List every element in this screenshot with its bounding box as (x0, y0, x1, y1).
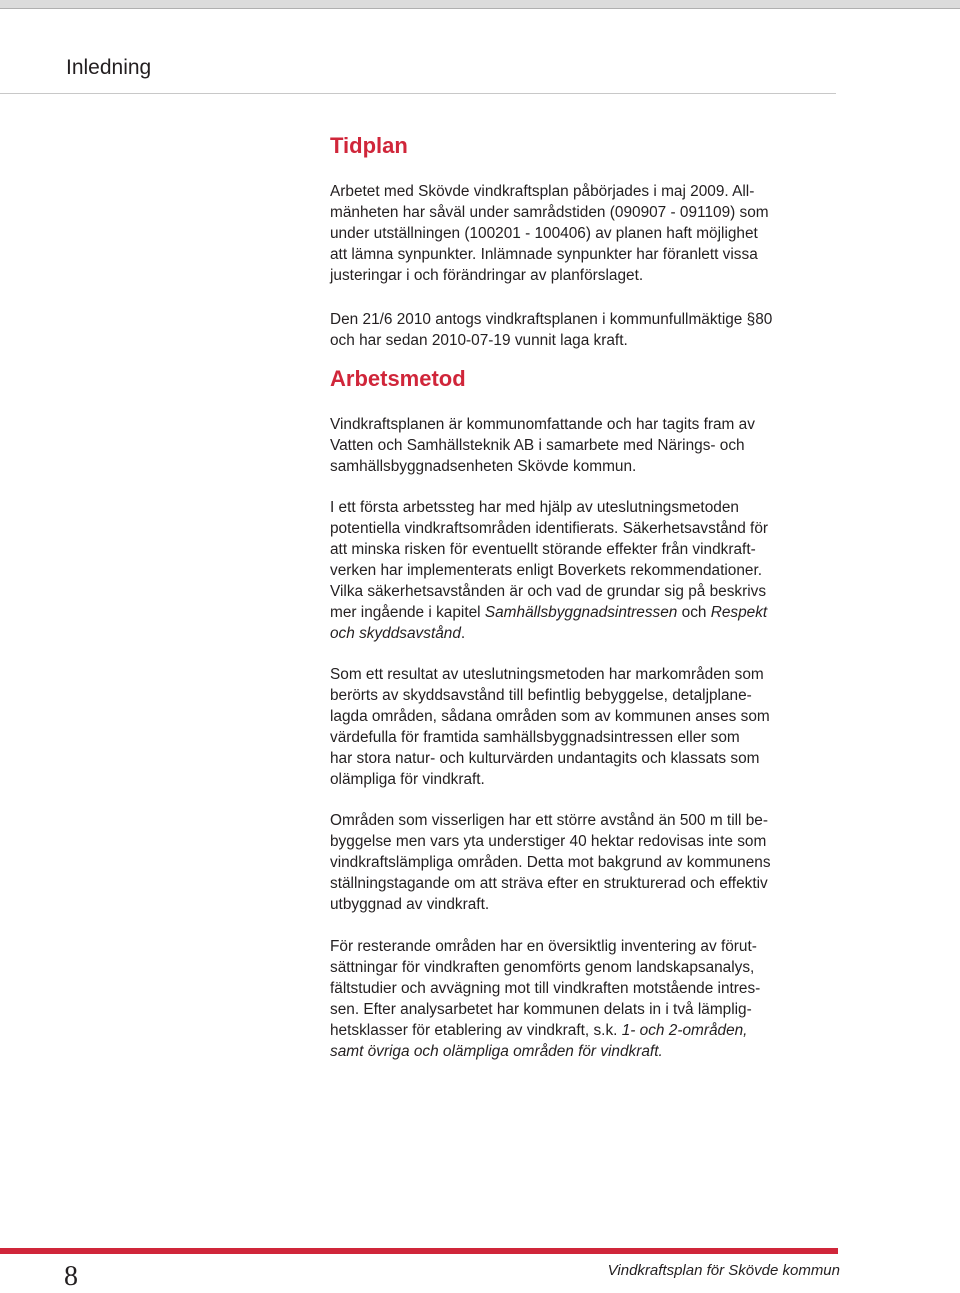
text-line (330, 602, 850, 623)
text-run: hetsklasser för etablering av vindkraft, s.k. (330, 1022, 622, 1039)
footer-accent-bar (0, 1248, 838, 1254)
text-line: Vilka säkerhetsavstånden är och vad de grundar sig på beskrivs (330, 583, 767, 600)
text-run: mer ingående i kapitel (330, 604, 485, 621)
text-line: har stora natur- och kulturvärden undantagits och klassats som (330, 750, 760, 767)
footer-document-title: Vindkraftsplan för Skövde kommun (607, 1262, 840, 1279)
text-line: att minska risken för eventuellt störande effekter från vindkraft- (330, 541, 756, 558)
paragraph-arbetsmetod-2 (330, 497, 850, 644)
chapter-reference: Samhällsbyggnadsintressen (484, 604, 678, 621)
text-run: . (460, 625, 466, 642)
text-line (330, 1020, 850, 1041)
page-number: 8 (64, 1261, 78, 1292)
paragraph-arbetsmetod-5 (330, 936, 850, 1062)
text-line: utbyggnad av vindkraft. (330, 896, 490, 913)
heading-arbetsmetod: Arbetsmetod (330, 366, 466, 391)
area-class-reference: 1- och 2-områden, (621, 1022, 748, 1039)
top-rule-line (0, 8, 960, 9)
paragraph-tidplan-2 (330, 309, 850, 351)
text-line: För resterande områden har en översiktlig inventering av förut- (330, 938, 757, 955)
text-line: verken har implementerats enligt Boverkets rekommendationer. (330, 562, 762, 579)
paragraph-tidplan-1 (330, 181, 850, 286)
text-line: mänheten har såväl under samrådstiden (090907 - 091109) som (330, 204, 769, 221)
text-line: Områden som visserligen har ett större avstånd än 500 m till be- (330, 812, 768, 829)
text-line: Den 21/6 2010 antogs vindkraftsplanen i kommunfullmäktige §80 (330, 311, 773, 328)
text-line: olämpliga för vindkraft. (330, 771, 485, 788)
text-line (330, 1041, 850, 1062)
text-line: Arbetet med Skövde vindkraftsplan påbörjades i maj 2009. All- (330, 183, 755, 200)
text-line: justeringar i och förändringar av planförslaget. (330, 267, 644, 284)
text-line: Som ett resultat av uteslutningsmetoden har markområden som (330, 666, 764, 683)
text-line: potentiella vindkraftsområden identifierats. Säkerhetsavstånd för (330, 520, 769, 537)
paragraph-arbetsmetod-1 (330, 414, 850, 477)
text-run: och (677, 604, 711, 621)
text-line: Vatten och Samhällsteknik AB i samarbete med Närings- och (330, 437, 745, 454)
area-class-reference: samt övriga och olämpliga områden för vindkraft. (330, 1043, 663, 1060)
section-header: Inledning (66, 56, 152, 79)
chapter-reference: Respekt (710, 604, 768, 621)
text-line: sen. Efter analysarbetet har kommunen delats in i två lämplig- (330, 1001, 752, 1018)
text-line: fältstudier och avvägning mot till vindkraften motstående intres- (330, 980, 761, 997)
chapter-reference: och skyddsavstånd (330, 625, 461, 642)
heading-tidplan: Tidplan (330, 133, 408, 158)
text-line: att lämna synpunkter. Inlämnade synpunkter har föranlett vissa (330, 246, 758, 263)
text-line: lagda områden, sådana områden som av kommunen anses som (330, 708, 770, 725)
text-line: samhällsbyggnadsenheten Skövde kommun. (330, 458, 637, 475)
text-line: berörts av skyddsavstånd till befintlig bebyggelse, detaljplane- (330, 687, 752, 704)
text-line: ställningstagande om att sträva efter en strukturerad och effektiv (330, 875, 768, 892)
text-line: sättningar för vindkraften genomförts genom landskapsanalys, (330, 959, 755, 976)
text-line: byggelse men vars yta understiger 40 hektar redovisas inte som (330, 833, 767, 850)
text-line: och har sedan 2010-07-19 vunnit laga kraft. (330, 332, 628, 349)
top-rule (0, 0, 960, 8)
text-line: under utställningen (100201 - 100406) av planen haft möjlighet (330, 225, 758, 242)
text-line: värdefulla för framtida samhällsbyggnadsintressen eller som (330, 729, 740, 746)
paragraph-arbetsmetod-3 (330, 664, 850, 790)
paragraph-arbetsmetod-4 (330, 810, 850, 915)
text-line: I ett första arbetssteg har med hjälp av uteslutningsmetoden (330, 499, 739, 516)
text-line (330, 623, 850, 644)
text-line: Vindkraftsplanen är kommunomfattande och har tagits fram av (330, 416, 755, 433)
header-divider (0, 93, 836, 94)
text-line: vindkraftslämpliga områden. Detta mot bakgrund av kommunens (330, 854, 771, 871)
